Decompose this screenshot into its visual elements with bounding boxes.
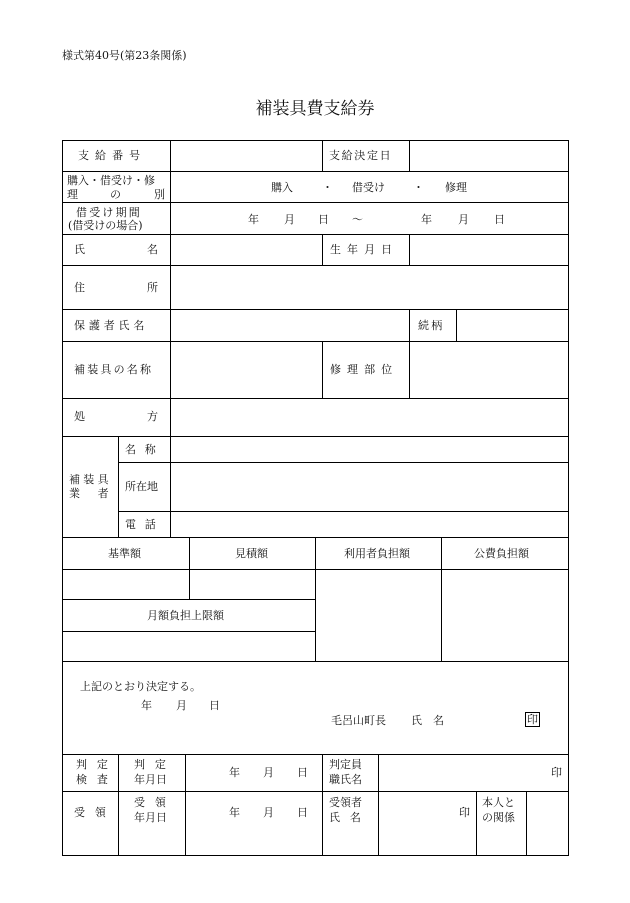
name-label-b: 名 [147,243,158,256]
issuer-title: 毛呂山町長 [331,714,386,727]
inspector-label-line2: 職氏名 [329,773,362,786]
inspector-name-field[interactable] [379,755,547,791]
inspection-label-line1: 判定 [76,758,118,771]
payment-number-label: 支給番号 [78,149,147,162]
vendor-name-label: 名称 [125,443,165,456]
relationship-label: 続柄 [418,319,445,332]
receiver-name-field[interactable] [379,792,457,855]
decision-year: 年 [141,699,152,712]
type-label-line2b: の [110,188,121,201]
decision-day: 日 [209,699,220,712]
rental-end-month: 月 [458,213,469,226]
inspection-date-label-line2: 年月日 [134,773,167,786]
inspector-seal-mark: 印 [551,766,562,779]
user-burden-field[interactable] [316,570,441,661]
relation-label-line1: 本人と [482,796,515,809]
receiver-label-line2: 氏名 [329,811,371,824]
estimate-amount-field[interactable] [190,570,315,599]
type-separator-1: ・ [322,181,333,194]
name-label-a: 氏 [74,243,85,256]
rental-start-month: 月 [284,213,295,226]
relation-label-line2: の関係 [482,811,515,824]
prescription-label-b: 方 [147,410,158,423]
repair-part-label: 修理部位 [330,363,399,376]
vendor-phone-label: 電話 [125,518,165,531]
receipt-date-label-line1: 受領 [134,796,176,809]
base-amount-label: 基準額 [108,547,141,560]
decision-date-label: 支給決定日 [329,149,393,162]
public-burden-field[interactable] [442,570,568,661]
page-title: 補装具費支給券 [255,99,375,119]
payment-number-field[interactable] [171,141,322,171]
issuer-name-label: 氏 名 [411,714,444,727]
monthly-cap-field[interactable] [63,632,315,661]
birthdate-field[interactable] [410,235,568,265]
rental-period-label-line2: (借受けの場合) [68,219,143,232]
receipt-label: 受領 [74,806,116,819]
address-field[interactable] [171,266,568,309]
inspector-label-line1: 判定員 [329,758,362,771]
guardian-label: 保護者氏名 [74,319,149,332]
monthly-cap-label: 月額負担上限額 [147,609,224,622]
receipt-month: 月 [263,806,274,819]
type-option-rental[interactable]: 借受け [352,181,385,194]
type-option-repair[interactable]: 修理 [445,181,467,194]
estimate-amount-label: 見積額 [235,547,268,560]
address-label-b: 所 [147,281,158,294]
vendor-name-field[interactable] [171,437,568,462]
inspection-day: 日 [297,766,308,779]
device-name-field[interactable] [171,342,322,398]
vendor-location-label: 所在地 [125,480,158,493]
inspection-date-label-line1: 判定 [134,758,176,771]
type-label-line2a: 理 [67,188,78,201]
form-number: 様式第40号(第23条関係) [62,49,187,62]
inspection-label-line2: 検査 [76,773,118,786]
official-seal-mark: 印 [527,713,538,726]
rental-end-year: 年 [421,213,432,226]
birthdate-label: 生年月日 [330,243,399,256]
repair-part-field[interactable] [410,342,568,398]
prescription-field[interactable] [171,399,568,436]
inspection-year: 年 [229,766,240,779]
vendor-phone-field[interactable] [171,512,568,537]
decision-statement: 上記のとおり決定する。 [80,680,201,693]
receipt-year: 年 [229,806,240,819]
type-option-purchase[interactable]: 購入 [271,181,293,194]
receipt-date-label-line2: 年月日 [134,811,167,824]
receiver-label-line1: 受領者 [329,796,362,809]
decision-month: 月 [176,699,187,712]
rental-period-label-line1: 借受け期間 [76,206,142,219]
name-field[interactable] [171,235,322,265]
user-burden-label: 利用者負担額 [344,547,410,560]
inspection-month: 月 [263,766,274,779]
rental-tilde: 〜 [352,213,363,226]
relation-field[interactable] [527,792,568,855]
address-label-a: 住 [74,281,85,294]
public-burden-label: 公費負担額 [474,547,529,560]
guardian-field[interactable] [171,310,409,341]
vendor-label-line2: 業者 [69,487,127,500]
relationship-field[interactable] [457,310,568,341]
receiver-seal-mark: 印 [459,806,470,819]
device-name-label: 補装具の名称 [74,363,154,376]
rental-start-day: 日 [318,213,329,226]
type-label-line2c: 別 [154,188,165,201]
rental-end-day: 日 [494,213,505,226]
type-separator-2: ・ [413,181,424,194]
base-amount-field[interactable] [63,570,189,599]
type-label-line1: 購入・借受け・修 [67,174,155,187]
vendor-label-line1: 補装具 [69,473,112,486]
prescription-label-a: 処 [74,410,85,423]
vendor-location-field[interactable] [171,463,568,511]
receipt-day: 日 [297,806,308,819]
decision-date-field[interactable] [410,141,568,171]
rental-start-year: 年 [248,213,259,226]
